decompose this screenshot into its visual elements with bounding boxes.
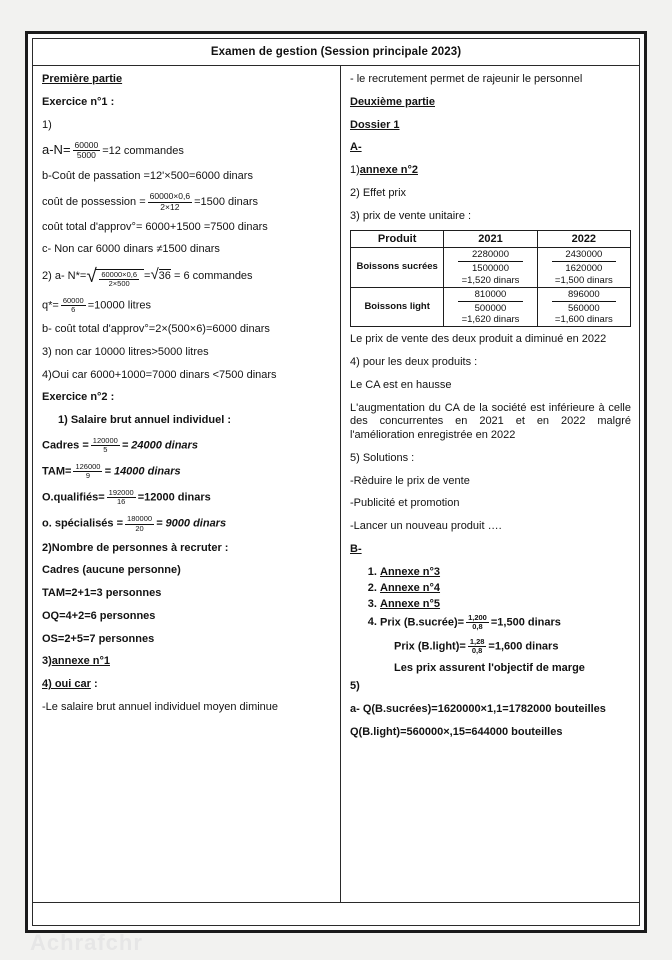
list-item: 3. Annexe n°5 [380, 598, 631, 610]
page-title: Examen de gestion (Session principale 2023) [33, 39, 639, 66]
fraction-b-light: $\frac{1,28}{0,8}$ [469, 636, 485, 655]
fraction-qstar: $\frac{60000}{6}$ [62, 295, 84, 315]
prix-marge-note: Les prix assurent l'objectif de marge [394, 662, 585, 675]
cell-product-sucrees: Boissons sucrées [351, 248, 444, 288]
fraction-cadres: $\frac{120000}{5}$ [92, 435, 118, 454]
two-column-body [33, 66, 639, 902]
prix-light-line: Prix (B.light)= $\frac{1,28}{0,8}$ =1,600 dinars [394, 636, 559, 655]
table-row [351, 248, 631, 288]
exam-sheet [32, 38, 640, 926]
section-b-heading: B- [350, 542, 362, 555]
table-header-produit: Produit [351, 231, 444, 248]
a3-prix-unitaire: 3) prix de vente unitaire : [350, 209, 472, 222]
sqrt-36: √36 [150, 266, 171, 284]
fraction-1a: $\frac{60000}{5000}$ [74, 140, 99, 161]
cell-sucrees-2022: 2430000 1620000 =1,500 dinars [537, 248, 630, 288]
exercise-1-heading: Exercice n°1 : [42, 95, 115, 108]
answer-4: 4)Oui car 6000+1000=7000 dinars <7500 dinars [42, 368, 277, 381]
a4-paragraph: L'augmentation du CA de la société est inférieure à celle des concurrentes en 2021 et en 2022 malgré l'amélioration enregistrée en 2022 [350, 401, 631, 442]
a2-effet-prix: 2) Effet prix [350, 186, 407, 199]
answer-4-oui: 4) oui car : [42, 678, 98, 691]
right-part-heading: Deuxième partie [350, 95, 435, 108]
recruit-tam: TAM=2+1=3 personnes [42, 587, 162, 600]
table-row [351, 287, 631, 327]
answer-total-approv: coût total d'approv°= 6000+1500 =7500 dinars [42, 220, 268, 233]
footer-row [33, 902, 639, 925]
recruit-os: OS=2+5=7 personnes [42, 632, 155, 645]
annex-list [350, 566, 631, 674]
exam-page-frame [25, 31, 647, 933]
exercise-2-heading: Exercice n°2 : [42, 391, 115, 404]
section-a-heading: A- [350, 141, 362, 154]
right-column [341, 66, 639, 902]
fraction-possession: $\frac{60000\times 0,6}{2\times 12}$ [149, 191, 191, 212]
list-item-prix: 4. Prix (B.sucrée)= $\frac{1,200}{0,8}$ =1,500 dinars Prix (B.light)= $\frac{1,28}{0,8}$ =1,600 dinars Les prix assurent l'objectif de marge [380, 614, 631, 674]
recruit-heading: 2)Nombre de personnes à recruter : [42, 541, 229, 554]
a1-annexe: 1)annexe n°2 [350, 164, 418, 176]
salary-oq: O.qualifiés= $\frac{192000}{16}$ =12000 dinars [42, 488, 211, 507]
b5-quantity-sucrees: a- Q(B.sucrées)=1620000×1,1=1782000 bouteilles [350, 702, 606, 715]
salary-heading: 1) Salaire brut annuel individuel : [58, 414, 231, 427]
recruit-cadres: Cadres (aucune personne) [42, 564, 181, 577]
sqrt-expression [86, 269, 144, 288]
a4-heading: 4) pour les deux produits : [350, 356, 478, 369]
salary-cadres: Cadres = $\frac{120000}{5}$ = 24000 dinars [42, 435, 198, 454]
solution-2: -Publicité et promotion [350, 497, 460, 510]
table-header-2021: 2021 [444, 231, 537, 248]
cell-light-2022: 896000 560000 =1,600 dinars [537, 287, 630, 327]
answer-1a: a-N= $\frac{60000}{5000}$ =12 commandes [42, 140, 184, 161]
answer-4-detail: -Le salaire brut annuel individuel moyen diminue [42, 700, 279, 713]
table-header-2022: 2022 [537, 231, 630, 248]
cell-light-2021: 810000 500000 =1,620 dinars [444, 287, 537, 327]
fraction-tam: $\frac{126000}{9}$ [75, 462, 101, 481]
fraction-os: $\frac{180000}{20}$ [127, 514, 153, 533]
salary-os: o. spécialisés = $\frac{180000}{20}$ = 9000 dinars [42, 514, 227, 533]
solution-1: -Rèduire le prix de vente [350, 474, 470, 487]
unit-price-table [350, 230, 631, 327]
watermark: Achrafchr [30, 930, 143, 955]
left-part-heading: Première partie [42, 73, 123, 85]
answer-1c: c- Non car 6000 dinars ≠1500 dinars [42, 243, 220, 256]
fraction-oq: $\frac{192000}{16}$ [108, 488, 134, 507]
a5-solutions-heading: 5) Solutions : [350, 451, 415, 464]
fraction-2a: √ $\frac{60000\times 0,6}{2\times 500}$ [101, 269, 137, 288]
cell-sucrees-2021: 2280000 1500000 =1,520 dinars [444, 248, 537, 288]
a4-ca-line: Le CA est en hausse [350, 378, 452, 391]
recruit-oq: OQ=4+2=6 personnes [42, 609, 156, 622]
fraction-b-sucree: $\frac{1,200}{0,8}$ [468, 612, 487, 631]
recruitment-note: - le recrutement permet de rajeunir le personnel [350, 73, 583, 85]
answer-3: 3) non car 10000 litres>5000 litres [42, 345, 209, 358]
cell-product-light: Boissons light [351, 287, 444, 327]
answer-2a: 2) a- N*= √ $\frac{60000\times 0,6}{2\times 500}$ =√36 = 6 commandes [42, 266, 332, 288]
table-comment: Le prix de vente des deux produit a diminué en 2022 [350, 333, 607, 346]
table-header-row [351, 231, 631, 248]
solution-3: -Lancer un nouveau produit …. [350, 520, 502, 533]
left-column [33, 66, 341, 902]
b5-quantity-light: Q(B.light)=560000×,15=644000 bouteilles [350, 725, 563, 738]
list-item: 1. Annexe n°3 [380, 566, 631, 578]
answer-1b: b-Coût de passation =12'×500=6000 dinars [42, 169, 253, 182]
question-1-label: 1) [42, 118, 52, 131]
list-item: 2. Annexe n°4 [380, 582, 631, 594]
salary-tam: TAM= $\frac{126000}{9}$ = 14000 dinars [42, 462, 181, 481]
b5-label: 5) [350, 680, 360, 693]
answer-2b: b- coût total d'approv°=2×(500×6)=6000 dinars [42, 323, 270, 336]
answer-possession: coût de possession = $\frac{60000\times 0,6}{2\times 12}$ =1500 dinars [42, 191, 258, 212]
answer-qstar: q*= $\frac{60000}{6}$ =10000 litres [42, 295, 151, 315]
dossier-heading: Dossier 1 [350, 118, 400, 131]
answer-3-annexe: 3)annexe n°1 [42, 655, 110, 668]
